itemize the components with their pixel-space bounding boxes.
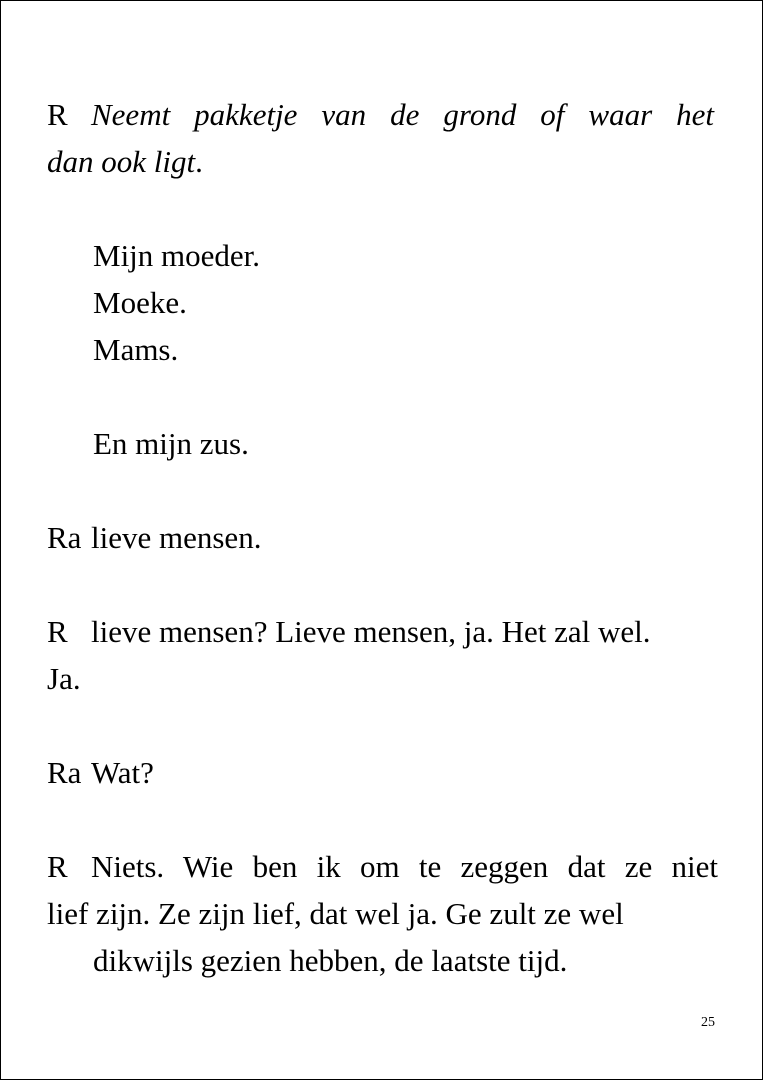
document-body <box>47 91 718 984</box>
page-number: 25 <box>701 1015 715 1030</box>
speaker-label: Ra <box>47 755 82 790</box>
dialogue-text: Wat? <box>91 755 154 790</box>
dialogue-line-2: lief zijn. Ze zijn lief, dat wel ja. Ge zult ze wel <box>47 896 624 931</box>
paragraph-ra-wat <box>47 749 718 796</box>
paragraph-ra-lieve-mensen <box>47 514 718 561</box>
paragraph-r-niets <box>47 843 718 984</box>
line-moeke: Moeke. <box>93 285 187 320</box>
speaker-label: R <box>47 97 68 132</box>
dialogue-line-1: lieve mensen? Lieve mensen, ja. Het zal wel. <box>91 614 651 649</box>
dialogue-line-2: Ja. <box>47 661 81 696</box>
speaker-label: R <box>47 614 68 649</box>
paragraph-zus <box>47 420 718 467</box>
dialogue-line-3: dikwijls gezien hebben, de laatste tijd. <box>93 943 568 978</box>
stage-direction-line-2: dan ook ligt <box>47 144 196 179</box>
paragraph-stage-direction <box>47 91 718 185</box>
speaker-label: Ra <box>47 520 82 555</box>
paragraph-r-lieve-mensen <box>47 608 718 702</box>
line-mams: Mams. <box>93 332 179 367</box>
dialogue-text: lieve mensen. <box>91 520 262 555</box>
stage-direction-period: . <box>195 144 203 179</box>
stage-direction-line-1: Neemt pakketje van de grond of waar het <box>91 97 714 132</box>
line-en-mijn-zus: En mijn zus. <box>93 426 249 461</box>
paragraph-family-list <box>47 232 718 373</box>
line-mijn-moeder: Mijn moeder. <box>93 238 261 273</box>
dialogue-line-1: Niets. Wie ben ik om te zeggen dat ze niet <box>91 849 718 884</box>
speaker-label: R <box>47 849 68 884</box>
